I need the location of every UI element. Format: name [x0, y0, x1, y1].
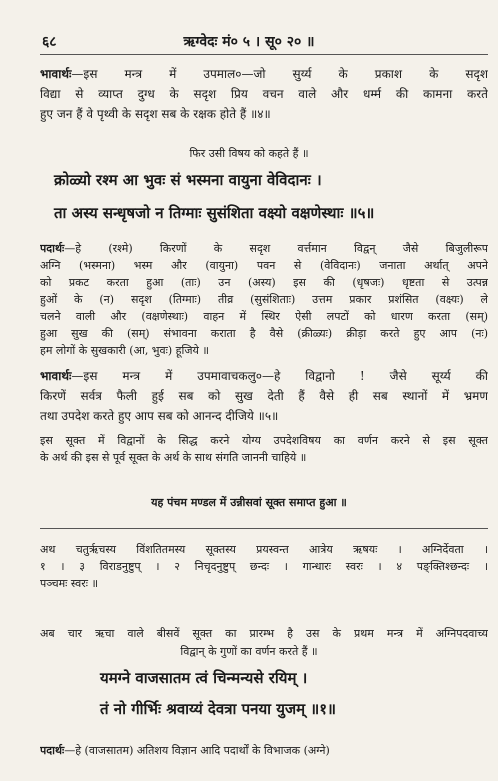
padarth-line: —हे (रश्मे) किरणों के सदृश वर्त्तमान विद्वन् जैसे बिजुलीरूप [64, 242, 488, 255]
bhavarth-label: भावार्थः [40, 67, 72, 81]
padarth-5 [40, 240, 488, 359]
intro-line: विद्वान् के गुणों का वर्णन करते हैं ॥ [180, 645, 318, 658]
mantra-5-line-1: क्रोळ्यो रश्म आ भुवः सं भस्मना वायुना वेविदानः । [54, 171, 322, 189]
padarth-line: हुओं के (न) सदृश (तिग्माः) तीव्र (सुसंशिताः) उत्तम प्रकार प्रशंसित (वक्ष्यः) ले [40, 293, 488, 306]
sukta-summary [40, 432, 488, 466]
sukta-header [40, 541, 488, 592]
section-intro: फिर उसी विषय को कहते हैं ॥ [189, 147, 309, 160]
bhavarth-line: विद्या से व्याप्त दुग्ध के सदृश प्रिय वचन वाले और धर्म्म की कामना करते [40, 87, 488, 101]
running-header [0, 32, 498, 56]
sukta-completion: यह पंचम मण्डल में उन्नीसवां सूक्त समाप्त हुआ ॥ [151, 496, 347, 509]
padarth-label: पदार्थः [40, 744, 65, 757]
padarth-line: —हे (वाजसातम) अतिशय विज्ञान आदि पदार्थों के विभाजक (अग्ने) [64, 744, 330, 757]
padarth-line: हम लोगों के सुखकारी (आ, भुवः) हूजिये ॥ [40, 344, 209, 357]
summary-line: के अर्थ की इस से पूर्व सूक्त के अर्थ के साथ संगति जाननी चाहिये ॥ [40, 451, 307, 464]
mantra-1-line-1: यमग्ने वाजसातम त्वं चिन्मन्यसे रयिम् । [100, 669, 308, 687]
section-rule [40, 528, 488, 529]
section-intro-2 [40, 625, 488, 642]
bhavarth-line: तथा उपदेश करते हुए आप सब को आनन्द दीजिये ॥५॥ [40, 409, 279, 423]
mantra-1-line-2: तं नो गीर्भिः श्रवाय्यं देवत्रा पनया युजम् ॥१॥ [100, 700, 337, 718]
mantra-5-line-2: ता अस्य सन्धृषजो न तिग्माः सुसंशिता वक्ष्यो वक्षणेस्थाः ॥५॥ [54, 204, 375, 222]
sukta-header-line: अथ चतुर्ऋचस्य विंशतितमस्य सूक्तस्य प्रयस्वन्त आत्रेय ऋषयः । अग्निर्देवता । [40, 543, 488, 556]
intro-line: अब चार ऋचा वाले बीसवें सूक्त का प्रारम्भ है उस के प्रथम मन्त्र में अग्निपदवाच्य [40, 627, 488, 640]
padarth-label: पदार्थः [40, 242, 65, 255]
padarth-line: हुआ सुख की (सम्) संभावना कराता है वैसे (क्रीळ्यः) क्रीड़ा करते हुए आप (नः) [40, 327, 488, 340]
bhavarth-line: —इस मन्त्र में उपमावाचकलु०—हे विद्वानो ! जैसे सूर्य्य की [71, 369, 488, 383]
bhavarth-line: किरणें सर्वत्र फैली हुई सब को सुख देती हैं वैसे ही सब स्थानों में भ्रमण [40, 389, 488, 403]
padarth-line: को प्रकट करता हुआ (ताः) उन (अस्य) इस की (धृषजः) धृष्टता से उत्पन्न [40, 276, 488, 289]
header-rule [40, 54, 488, 55]
padarth-line: अग्नि (भस्मना) भस्म और (वायुना) पवन से (वेविदानः) जनाता अर्थात् अपने [40, 259, 488, 272]
padarth-1 [40, 742, 488, 759]
bhavarth-line: —इस मन्त्र में उपमाल०—जो सुर्य्य के प्रकाश के सदृश [71, 67, 488, 81]
sukta-header-line: १ । ३ विराडनुष्टुप् । २ निचृदनुष्टुप् छन्दः । गान्धारः स्वरः । ४ पङ्क्तिश्छन्दः । [40, 560, 488, 573]
bhavarth-line: हुए जन हैं वे पृथ्वी के सदृश सब के रक्षक होते हैं ॥४॥ [40, 107, 271, 121]
page-title: ऋग्वेदः मं० ५ । सू० २० ॥ [183, 34, 315, 50]
sukta-header-line: पञ्चमः स्वरः ॥ [40, 577, 99, 590]
summary-line: इस सूक्त में विद्वानों के सिद्ध करने योग्य उपदेशविषय का वर्णन करने से इस सूक्त [40, 434, 488, 447]
bhavarth-4 [40, 64, 488, 124]
bhavarth-label: भावार्थः [40, 369, 72, 383]
bhavarth-5 [40, 366, 488, 426]
page-number: ६८ [42, 34, 57, 50]
padarth-line: चलने वाली और (वक्षणेस्थाः) वाहन में स्थिर ऐसी लपटों को धारण करता (सम्) [40, 310, 488, 323]
